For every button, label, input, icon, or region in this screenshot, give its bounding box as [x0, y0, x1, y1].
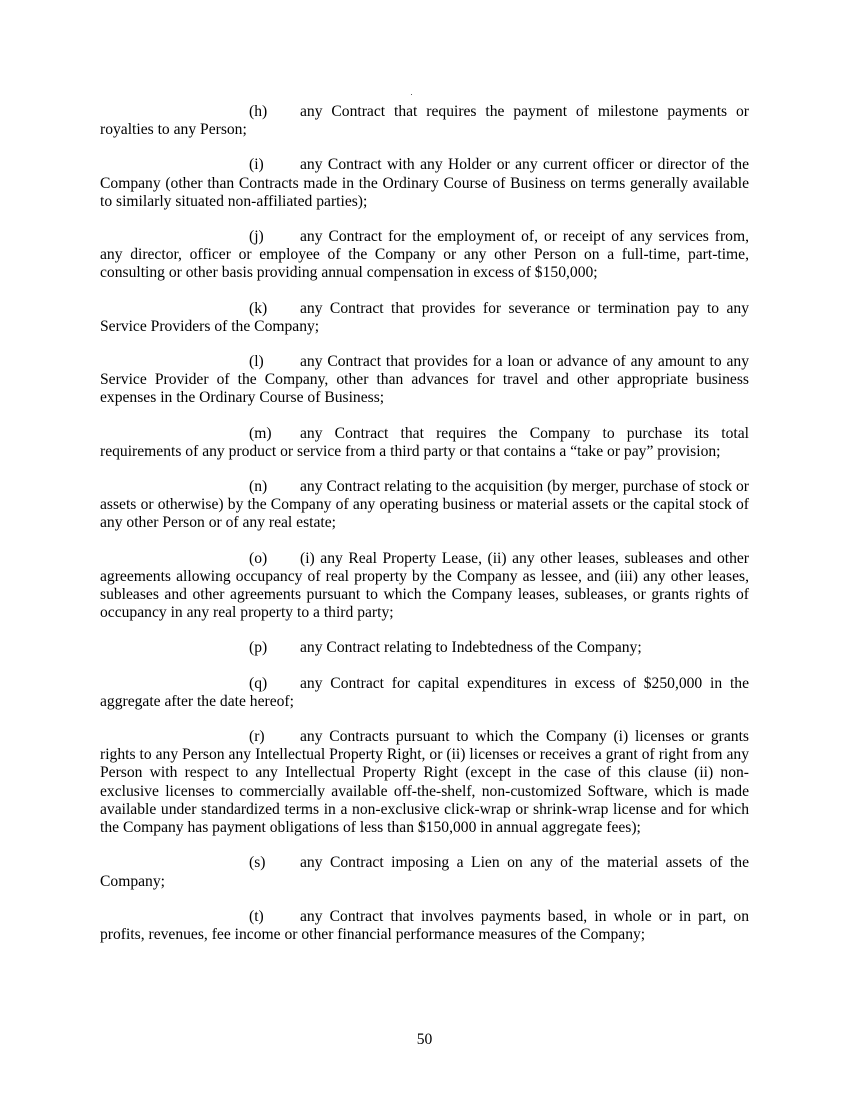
clause-text: any Contract with any Holder or any current officer or director of the Company (other than Contracts made in the Ordinary Course of Business on terms generally available to similarly situated non-affiliated parties); — [100, 156, 749, 210]
clause-label: (n) — [249, 478, 268, 496]
clause-text: any Contract relating to the acquisition (by merger, purchase of stock or assets or otherwise) by the Company of any operating business or material assets or the capital stock of any other Person or of any real estate; — [100, 478, 749, 532]
clause-label: (l) — [249, 353, 264, 371]
clause-label: (k) — [249, 299, 268, 317]
clause-label: (h) — [249, 103, 268, 120]
clause-text: any Contract that provides for a loan or advance of any amount to any Service Provider of the Company, other than advances for travel and other appropriate business expenses in the Ordinary Course of Business; — [100, 353, 749, 407]
clause-o — [100, 550, 749, 623]
clause-label: (j) — [249, 228, 264, 246]
clause-k — [100, 300, 749, 336]
clause-text: any Contract that requires the Company to purchase its total requirements of any product or service from a third party or that contains a “take or pay” provision; — [100, 424, 749, 460]
clause-l — [100, 353, 749, 408]
clause-label: (q) — [249, 674, 268, 692]
clause-j — [100, 228, 749, 283]
clause-t — [100, 908, 749, 944]
clause-label: (r) — [249, 728, 265, 746]
clause-s — [100, 854, 749, 890]
clause-label: (p) — [249, 639, 268, 657]
clause-h — [100, 103, 749, 139]
clause-text: any Contracts pursuant to which the Company (i) licenses or grants rights to any Person any Intellectual Property Right, or (ii) licenses or receives a grant of right from any Person with respect to any Intellectual Property Right (except in the case of this clause (ii) non-exclusive licenses to commercially available off-the-shelf, non-customized Software, which is made available under standardized terms in a non-exclusive click-wrap or shrink-wrap license and for which the Company has payment obligations of less than $150,000 in annual aggregate fees); — [100, 728, 749, 837]
clause-i — [100, 156, 749, 211]
clause-p — [100, 639, 749, 657]
scan-dot-mark — [411, 94, 412, 95]
document-page — [100, 103, 749, 961]
clause-text: any Contract for the employment of, or receipt of any services from, any director, officer or employee of the Company or any other Person on a full-time, part-time, consulting or other basis providing annual compensation in excess of $150,000; — [100, 228, 749, 282]
page-number: 50 — [416, 1031, 433, 1048]
clause-m — [100, 425, 749, 461]
clause-text: any Contract for capital expenditures in excess of $250,000 in the aggregate after the date hereof; — [100, 674, 749, 710]
clause-q — [100, 675, 749, 711]
clause-text: (i) any Real Property Lease, (ii) any other leases, subleases and other agreements allowing occupancy of real property by the Company as lessee, and (iii) any other leases, subleases and other agreements pursuant to which the Company leases, subleases, or grants rights of occupancy in any real property to a third party; — [100, 549, 749, 622]
clause-text: any Contract imposing a Lien on any of the material assets of the Company; — [100, 854, 749, 890]
clause-label: (t) — [249, 907, 264, 925]
clause-label: (o) — [249, 549, 268, 567]
clause-text: any Contract that requires the payment of milestone payments or royalties to any Person; — [100, 103, 749, 139]
clause-label: (i) — [249, 156, 264, 174]
clause-text: any Contract that involves payments based, in whole or in part, on profits, revenues, fee income or other financial performance measures of the Company; — [100, 907, 749, 943]
clause-text: any Contract that provides for severance or termination pay to any Service Providers of the Company; — [100, 299, 749, 335]
clause-n — [100, 478, 749, 533]
clause-label: (m) — [249, 424, 272, 442]
clause-r — [100, 728, 749, 837]
clause-text: any Contract relating to Indebtedness of the Company; — [300, 639, 642, 657]
clause-label: (s) — [249, 854, 266, 872]
